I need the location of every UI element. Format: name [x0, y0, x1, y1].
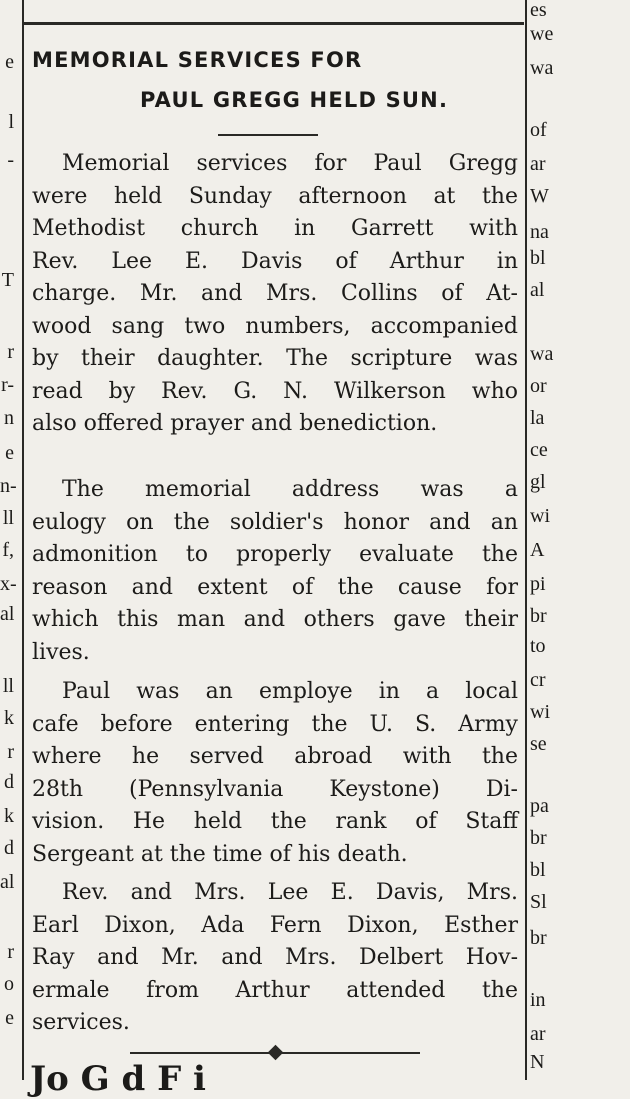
left-column-fragment: ll [2, 507, 14, 529]
left-column-fragment: k [4, 805, 14, 827]
right-column-fragment: in [530, 989, 546, 1011]
right-column-fragment: cr [530, 669, 546, 691]
left-column-fragment: al [0, 603, 15, 625]
text-line: Methodist church in Garrett with [32, 216, 518, 241]
left-column-fragment: e [5, 51, 14, 73]
text-line: Paul was an employe in a local [62, 679, 518, 704]
right-column-fragment: ar [530, 153, 546, 175]
right-column-fragment: gl [530, 471, 546, 493]
text-line: by their daughter. The scripture was [32, 346, 518, 371]
right-column-fragment: wi [530, 701, 550, 723]
headline-line-2: PAUL GREGG HELD SUN. [140, 88, 449, 112]
right-column-fragment: to [530, 635, 546, 657]
text-line: services. [32, 1010, 130, 1035]
right-column-fragment: ar [530, 1023, 546, 1045]
right-column-fragment: br [530, 927, 547, 949]
right-column-fragment: wa [530, 343, 554, 365]
text-line: vision. He held the rank of Staff [32, 809, 518, 834]
text-line: charge. Mr. and Mrs. Collins of At- [32, 281, 518, 306]
headline-divider [218, 134, 318, 136]
paragraph [32, 474, 518, 669]
left-column-fragment: r- [1, 374, 14, 396]
right-column-fragment: al [530, 279, 545, 301]
left-column-rule [22, 0, 24, 1080]
right-column-fragment: pa [530, 795, 549, 817]
right-column-fragment: na [530, 221, 549, 243]
top-rule [24, 22, 524, 25]
right-column-fragment: br [530, 605, 547, 627]
left-column-fragment: k [4, 707, 14, 729]
right-column-fragment: or [530, 375, 547, 397]
text-line: The memorial address was a [62, 477, 518, 502]
left-column-fragment: - [7, 149, 14, 171]
left-column-fragment: al [0, 871, 15, 893]
right-column-fragment: Sl [530, 891, 547, 913]
right-column-fragment: W [530, 185, 549, 207]
left-column-fragment: n- [0, 475, 17, 497]
right-column-fragment: N [530, 1051, 545, 1073]
text-line: where he served abroad with the [32, 744, 518, 769]
left-column-fragment: o [4, 973, 14, 995]
right-column-fragment: of [530, 119, 547, 141]
text-line: were held Sunday afternoon at the [32, 183, 518, 209]
text-line: reason and extent of the cause for [32, 574, 518, 600]
text-line: Memorial services for Paul Gregg [62, 151, 518, 176]
left-column-fragment: n [4, 407, 14, 429]
left-column-fragment: T [1, 269, 14, 291]
text-line: which this man and others gave their [32, 607, 518, 632]
left-column-fragment: d [4, 837, 14, 859]
right-column-fragment: bl [530, 859, 546, 881]
headline-line-1: MEMORIAL SERVICES FOR [32, 48, 363, 72]
text-line: ermale from Arthur attended the [32, 977, 518, 1003]
text-line: lives. [32, 639, 90, 665]
right-column-fragment: wi [530, 505, 550, 527]
left-column-fragment: l [8, 111, 14, 133]
right-column-rule [525, 0, 527, 1080]
text-line: Rev. Lee E. Davis of Arthur in [32, 248, 518, 274]
text-line: eulogy on the soldier's honor and an [32, 509, 518, 535]
bottom-divider [130, 1052, 420, 1054]
left-column-fragment: r [7, 341, 14, 363]
text-line: cafe before entering the U. S. Army [32, 711, 518, 737]
right-column-fragment: wa [530, 57, 554, 79]
text-line: read by Rev. G. N. Wilkerson who [32, 378, 518, 404]
left-column-fragment: e [5, 442, 14, 464]
right-column-fragment: es [530, 0, 547, 21]
paragraph [32, 877, 518, 1040]
left-column-fragment: ll [2, 675, 14, 697]
text-line: Sergeant at the time of his death. [32, 841, 408, 867]
left-column-fragment: r [7, 741, 14, 763]
right-column-fragment: br [530, 827, 547, 849]
next-article-headline-fragment: Jo G d F i [30, 1059, 206, 1099]
right-column-fragment: ce [530, 439, 548, 461]
right-column-fragment: pi [530, 573, 546, 595]
right-column-fragment: we [530, 23, 554, 45]
left-column-fragment: r [7, 941, 14, 963]
right-column-fragment: la [530, 407, 545, 429]
text-line: wood sang two numbers, accompanied [32, 313, 518, 339]
left-column-fragment: f, [2, 539, 14, 561]
paragraph [32, 676, 518, 871]
text-line: Ray and Mr. and Mrs. Delbert Hov- [32, 945, 518, 970]
right-column-fragment: A [530, 539, 545, 561]
text-line: Earl Dixon, Ada Fern Dixon, Esther [32, 912, 518, 938]
text-line: 28th (Pennsylvania Keystone) Di- [32, 776, 518, 802]
paragraph [32, 148, 518, 441]
text-line: admonition to properly evaluate the [32, 542, 518, 567]
right-column-fragment: bl [530, 247, 546, 269]
text-line: also offered prayer and benediction. [32, 411, 438, 436]
left-column-fragment: x- [0, 573, 17, 595]
right-column-fragment: se [530, 733, 547, 755]
left-column-fragment: d [4, 771, 14, 793]
left-column-fragment: e [5, 1007, 14, 1029]
text-line: Rev. and Mrs. Lee E. Davis, Mrs. [62, 880, 518, 905]
